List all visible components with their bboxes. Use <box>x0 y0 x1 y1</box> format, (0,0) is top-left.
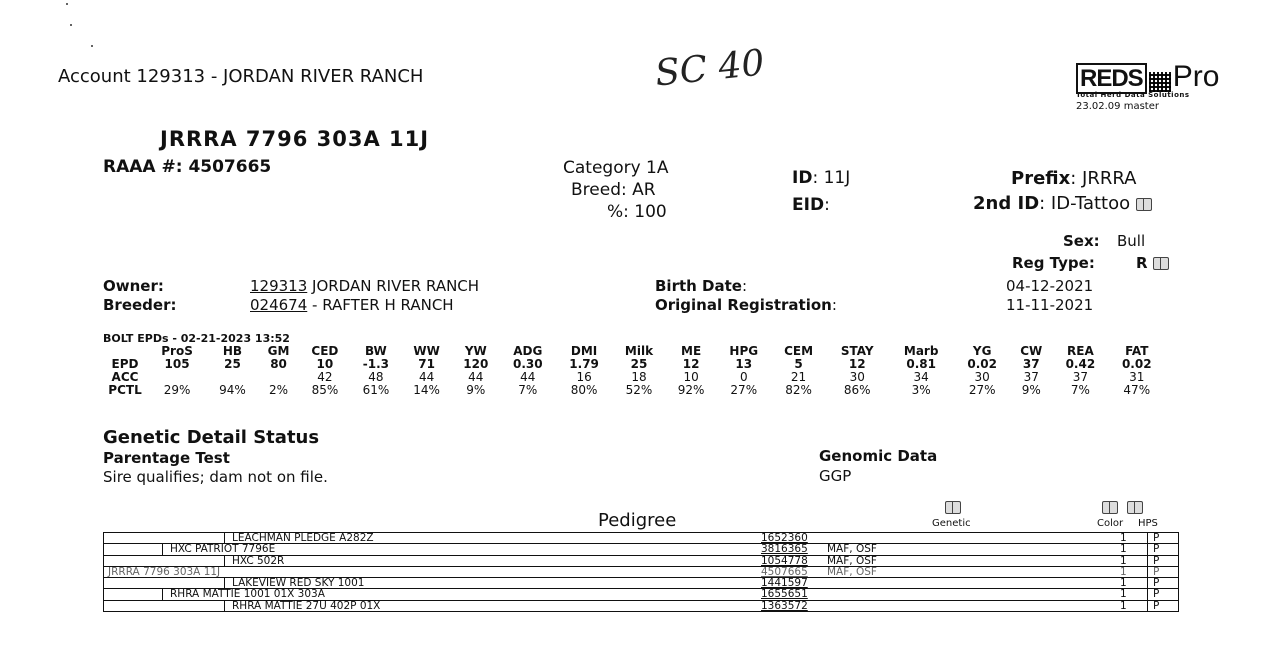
parentage-test-title: Parentage Test <box>103 449 230 467</box>
raaa-number: RAAA #: 4507665 <box>103 157 272 177</box>
reg-type-value: R <box>1136 254 1169 272</box>
pedigree-row-sire: HXC PATRIOT 7796E 3816365 MAF, OSF 1 P <box>104 544 1178 555</box>
owner-link[interactable]: 129313 <box>250 277 308 295</box>
epd-cell: 10 <box>683 370 699 384</box>
epd-cell: 86% <box>843 383 871 397</box>
epd-cell: 0 <box>739 370 748 384</box>
epd-cell: 44 <box>418 370 435 384</box>
epd-cell: 21 <box>790 370 807 384</box>
epd-header-ww: WW <box>413 344 440 358</box>
logo-tagline: Total Herd Data Solutions <box>1076 91 1190 99</box>
pedigree-name[interactable]: HXC PATRIOT 7796E <box>170 543 276 556</box>
logo-grid-icon <box>1149 72 1171 92</box>
epd-cell: 105 <box>164 357 190 371</box>
sex-value: Bull <box>1117 232 1146 250</box>
registration-link[interactable]: 1441597 <box>761 577 808 590</box>
epd-cell: 1.79 <box>569 357 599 371</box>
scan-speck <box>66 3 68 5</box>
birth-date-label: Birth Date: <box>655 277 748 295</box>
owner-label: Owner: <box>103 277 164 295</box>
epd-header-pros: ProS <box>161 344 193 358</box>
second-id-field: 2nd ID: ID-Tattoo <box>973 193 1152 214</box>
epd-header-marb: Marb <box>903 344 939 358</box>
genomic-data-text: GGP <box>819 467 852 485</box>
animal-name: JRRRA 7796 303A 11J <box>160 127 430 151</box>
epd-cell: 34 <box>913 370 929 384</box>
epd-cell: 12 <box>848 357 866 371</box>
category: Category 1A <box>563 158 669 178</box>
genetic-column-label: Genetic <box>932 518 971 529</box>
epd-header-dmi: DMI <box>570 344 598 358</box>
color-book-icon[interactable] <box>1102 497 1118 516</box>
epd-cell: 12 <box>682 357 700 371</box>
epd-cell: 7% <box>1070 383 1090 397</box>
original-registration-label: Original Registration: <box>655 296 837 314</box>
pedigree-name[interactable]: JRRRA 7796 303A 11J <box>108 565 221 578</box>
epd-cell: 27% <box>968 383 996 397</box>
epd-cell: 44 <box>520 370 536 384</box>
breed-percent: %: 100 <box>607 202 667 222</box>
epd-header-yw: YW <box>464 344 487 358</box>
pedigree-title: Pedigree <box>598 510 677 531</box>
epd-header-me: ME <box>681 344 702 358</box>
epd-cell: 3% <box>911 383 931 397</box>
birth-date-value: 04-12-2021 <box>1006 277 1094 295</box>
pedigree-name[interactable]: HXC 502R <box>232 554 285 567</box>
breeder-value: 024674 - RAFTER H RANCH <box>250 296 454 314</box>
prefix-field: Prefix: JRRRA <box>1011 168 1137 189</box>
parentage-test-text: Sire qualifies; dam not on file. <box>103 468 328 486</box>
epd-cell: 18 <box>631 370 647 384</box>
handwritten-note: SC 40 <box>653 42 767 95</box>
epd-cell: 0.02 <box>1121 357 1152 371</box>
epd-header-fat: FAT <box>1125 344 1149 358</box>
epd-row-label: ACC <box>111 370 139 384</box>
epd-cell: 10 <box>316 357 334 371</box>
pedigree-row-dam-dam: RHRA MATTIE 27U 402P 01X 1363572 1 P <box>104 601 1178 611</box>
owner-value: 129313 JORDAN RIVER RANCH <box>250 277 480 295</box>
epd-cell: 0.30 <box>512 357 543 371</box>
epd-cell: 16 <box>576 370 592 384</box>
book-icon[interactable] <box>1136 198 1152 211</box>
epd-header-cw: CW <box>1020 344 1043 358</box>
software-version: 23.02.09 master <box>1076 101 1159 112</box>
epd-cell: 31 <box>1129 370 1145 384</box>
epd-cell: 80% <box>570 383 598 397</box>
epd-cell: 61% <box>362 383 390 397</box>
epd-cell: 27% <box>730 383 758 397</box>
epd-cell: 120 <box>463 357 489 371</box>
epd-cell: 25 <box>630 357 648 371</box>
epd-cell: 92% <box>677 383 705 397</box>
registration-link[interactable]: 3816365 <box>761 543 808 556</box>
epd-cell: 37 <box>1022 357 1040 371</box>
registration-link[interactable]: 1054778 <box>761 554 808 567</box>
scan-speck <box>91 45 93 47</box>
epd-cell: 82% <box>785 383 812 397</box>
breeder-link[interactable]: 024674 <box>250 296 308 314</box>
pedigree-table <box>103 532 1179 612</box>
hps-book-icon[interactable] <box>1127 497 1143 516</box>
epd-cell: 30 <box>849 370 865 384</box>
epd-table <box>103 345 1165 397</box>
epd-cell: -1.3 <box>362 357 390 371</box>
epd-cell: 37 <box>1072 370 1089 384</box>
breeder-label: Breeder: <box>103 296 177 314</box>
epd-cell: 52% <box>625 383 653 397</box>
epd-header-gm: GM <box>267 344 290 358</box>
epd-row-label: PCTL <box>108 383 142 397</box>
epd-cell: 0.02 <box>967 357 997 371</box>
epd-cell: 44 <box>468 370 484 384</box>
account-title: Account 129313 - JORDAN RIVER RANCH <box>58 66 424 87</box>
epd-row-pctl <box>103 384 1165 397</box>
pedigree-row-sire-dam: HXC 502R 1054778 MAF, OSF 1 P <box>104 556 1178 567</box>
sex-label: Sex: <box>1063 232 1100 250</box>
registration-link[interactable]: 1655651 <box>761 588 808 601</box>
epd-cell: 48 <box>368 370 384 384</box>
pedigree-name[interactable]: LEACHMAN PLEDGE A282Z <box>232 532 374 544</box>
epd-header-stay: STAY <box>840 344 874 358</box>
epd-header-rea: REA <box>1067 344 1094 358</box>
epd-header-hb: HB <box>222 344 243 358</box>
epd-cell: 7% <box>518 383 538 397</box>
epd-header-bw: BW <box>365 344 387 358</box>
epd-header-yg: YG <box>972 344 992 358</box>
epd-header-hpg: HPG <box>729 344 759 358</box>
epd-cell: 9% <box>1021 383 1041 397</box>
epd-cell: 80 <box>270 357 287 371</box>
epd-cell: 71 <box>418 357 435 371</box>
breed: Breed: AR <box>571 180 656 200</box>
epd-title: BOLT EPDs - 02-21-2023 13:52 <box>103 332 290 345</box>
pedigree-row-subject: JRRRA 7796 303A 11J 4507665 MAF, OSF 1 P <box>104 567 1178 578</box>
epd-header-adg: ADG <box>513 344 543 358</box>
id-field: ID: 11J <box>792 168 851 188</box>
pedigree-name[interactable]: RHRA MATTIE 27U 402P 01X <box>232 599 381 612</box>
reg-type-label: Reg Type: <box>1012 254 1095 272</box>
epd-cell: 9% <box>466 383 486 397</box>
color-column-label: Color <box>1097 518 1124 529</box>
epd-cell: 85% <box>311 383 339 397</box>
book-icon[interactable] <box>1153 257 1169 270</box>
epd-header-milk: Milk <box>624 344 654 358</box>
epd-cell: 30 <box>974 370 990 384</box>
pedigree-row-sire-sire: LEACHMAN PLEDGE A282Z 1652360 1 P <box>104 533 1178 544</box>
epd-cell: 0.81 <box>906 357 936 371</box>
registration-link[interactable]: 1652360 <box>761 532 808 544</box>
registration-link[interactable]: 1363572 <box>761 599 808 612</box>
epd-header-ced: CED <box>311 344 339 358</box>
epd-cell: 5 <box>794 357 803 371</box>
genetic-book-icon[interactable] <box>945 497 961 516</box>
epd-cell: 14% <box>413 383 440 397</box>
epd-cell: 25 <box>224 357 241 371</box>
epd-cell: 94% <box>219 383 246 397</box>
epd-cell: 37 <box>1023 370 1039 384</box>
pedigree-row-dam: RHRA MATTIE 1001 01X 303A 1655651 1 P <box>104 589 1178 600</box>
reds-pro-logo: REDS Pro <box>1076 66 1219 92</box>
original-registration-value: 11-11-2021 <box>1006 296 1094 314</box>
pedigree-name[interactable]: RHRA MATTIE 1001 01X 303A <box>170 588 325 601</box>
genetic-detail-title: Genetic Detail Status <box>103 427 320 448</box>
epd-cell: 13 <box>735 357 753 371</box>
scan-speck <box>70 24 72 26</box>
epd-header-cem: CEM <box>784 344 814 358</box>
epd-cell: 0.42 <box>1065 357 1096 371</box>
registration-link[interactable]: 4507665 <box>761 565 808 578</box>
epd-cell: 2% <box>269 383 289 397</box>
pedigree-row-dam-sire: LAKEVIEW RED SKY 1001 1441597 1 P <box>104 578 1178 589</box>
hps-column-label: HPS <box>1138 518 1158 529</box>
epd-cell: 29% <box>163 383 191 397</box>
epd-cell: 47% <box>1123 383 1151 397</box>
genomic-data-title: Genomic Data <box>819 447 938 465</box>
pedigree-name[interactable]: LAKEVIEW RED SKY 1001 <box>232 577 365 590</box>
eid-field: EID: <box>792 195 830 215</box>
epd-cell: 42 <box>317 370 333 384</box>
epd-row-label: EPD <box>111 357 139 371</box>
